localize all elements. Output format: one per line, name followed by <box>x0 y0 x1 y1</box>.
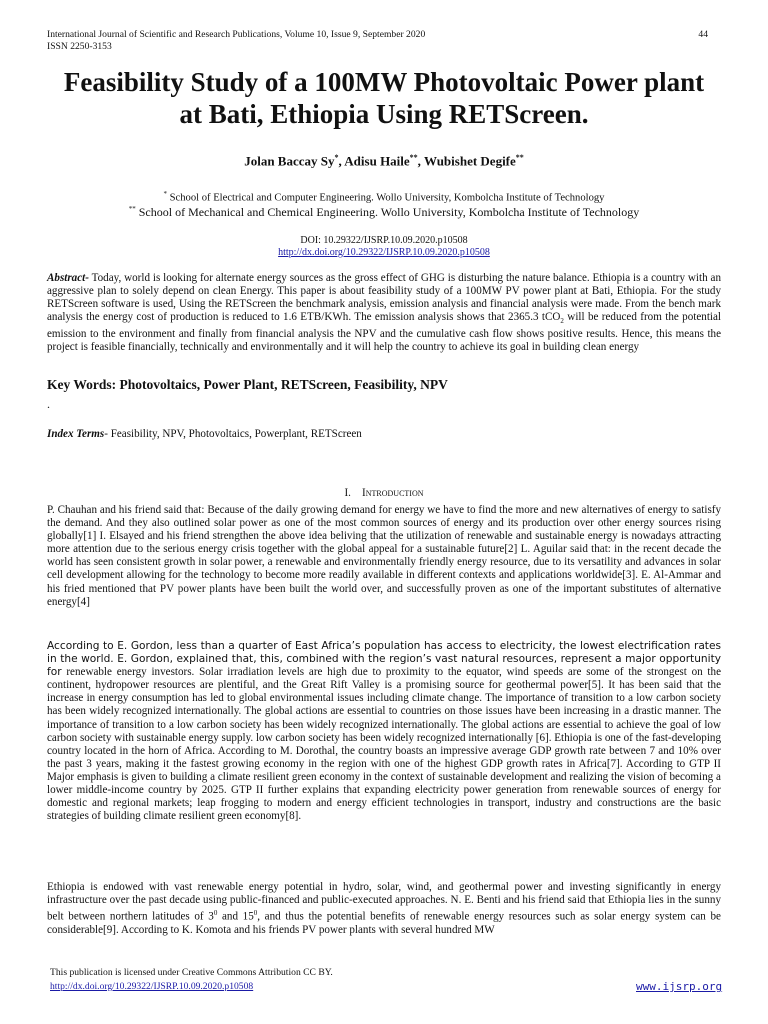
paper-title <box>40 66 728 130</box>
journal-line: International Journal of Scientific and Research Publications, Volume 10, Issue 9, September 2020 <box>47 29 426 40</box>
author-name: Jolan Baccay Sy <box>244 153 335 169</box>
abstract-label: Abstract- <box>47 272 89 284</box>
author-mark: * <box>334 153 339 162</box>
doi-text: DOI: 10.29322/IJSRP.10.09.2020.p10508 <box>300 235 468 246</box>
stray-dot: . <box>47 397 50 411</box>
license-note: This publication is licensed under Creative Commons Attribution CC BY. <box>50 967 333 978</box>
paragraph-2: According to E. Gordon, less than a quarter of East Africa’s population has access to electricity, the lowest electrification rates in the world. E. Gordon, explained that, this, combined with the region’s vast natural resources, represent a major opportunity for renewable energy investors. Solar irradiation levels are high due to proximity to the equator, wind speeds are some of the strongest on the continent, hydropower resources are plentiful, and the Great Rift Valley is a promising source for geothermal power[5]. It has been said that the increase in energy consumption has led to global environmental issues including climate change. The importance of transition to a low carbon society has been widely recognized internationally. The global actions are essential to countries on those issues have been increasing in a drastic manner. The importance of transition to a low carbon society has been widely recognized internationally. The global actions are essential to achieve the goal of low carbon society with sustainable energy supply. low carbon society has been widely recognized internationally [6]. Ethiopia is one of the fast-developing country located in the horn of Africa. According to M. Dorothal, the country boasts an impressive average GDP growth rate between 7 and 10% over the past 3 years, making it the fastest growing economy in the region with one of the highest GDP growth rates in Africa[7]. According to GTP II Major emphasis is given to building a climate resilient green economy in the context of sustainable development and realizing the vision of becoming a lower middle-income country by 2025. GTP II further explains that expanding electricity power generation from renewable sources of energy for domestic and regional markets; leap frogging to modern and energy efficient technologies in transport, industry and constructions are the basic strategies of building climate resilient green economy[8]. <box>47 640 721 823</box>
doi-link[interactable]: http://dx.doi.org/10.29322/IJSRP.10.09.2020.p10508 <box>278 247 490 258</box>
footer-doi-link[interactable]: http://dx.doi.org/10.29322/IJSRP.10.09.2020.p10508 <box>50 981 254 992</box>
abstract: Abstract- Today, world is looking for alternate energy sources as the gross effect of GHG is disturbing the nature balance. Ethiopia is a country with an aggressive plan to solely depend on clean Energy. This paper is about feasibility study of a 100MW PV power plant at Bati, Ethiopia. For the study RETScreen software is used, Using the RETScreen the benchmark analysis, emission analysis and financial analysis were made. From the bench mark analysis the energy cost of production is reduced to 1.6 ETB/KWh. The emission analysis shows that 2365.3 tCO$_2$ will be reduced from the potential emission to the environment and finally from financial analysis the NPV and the cumulative cash flow shows positive results. Hence, this means the project is feasible financially, technically and environmentally and it will help the country to achieve its goal in building clean energy <box>47 272 721 354</box>
author-list: Jolan Baccay Sy*, Adisu Haile**, Wubishet Degife** <box>244 153 524 169</box>
page-number: 44 <box>698 29 708 40</box>
issn: ISSN 2250-3153 <box>47 40 112 52</box>
title-line-2: at Bati, Ethiopia Using RETScreen. <box>179 99 589 129</box>
index-terms: Index Terms- Feasibility, NPV, Photovoltaics, Powerplant, RETScreen <box>47 428 362 440</box>
author-mark: ** <box>409 153 418 162</box>
author-mark: ** <box>515 153 524 162</box>
running-header <box>47 29 425 52</box>
paragraph-1: P. Chauhan and his friend said that: Because of the daily growing demand for energy we have to find the more and new alternatives of energy to satisfy the demand. And they also outlined solar power as one of the most common sources of energy and its production over other energy sources rising globally[1] I. Elsayed and his friend strengthen the above idea beliving that the utilization of renewable and sustainable energy is nowadays attracting more attention due to the serious energy crisis together with the global appeal for a sustainable future[2] L. Aguilar said that: in the recent decade the world has seen consistent growth in solar power, a renewable and environmentally friendly energy resource, due to its versatility and advances in solar cell development allowing for the technology to become more readily available in different contexts and applications worldwide[3]. E. Al-Ammar and his fried mentioned that PV power plants have been built the world over, and successfully proven as one of the important substitutes of alternative energy[4] <box>47 504 721 608</box>
title-line-1: Feasibility Study of a 100MW Photovoltaic Power plant <box>63 67 705 97</box>
doi-block <box>0 235 768 259</box>
author-name: Adisu Haile <box>344 153 410 169</box>
index-terms-label: Index Terms <box>47 428 105 440</box>
keywords: Key Words: Photovoltaics, Power Plant, RETScreen, Feasibility, NPV <box>47 377 448 392</box>
affiliation-1: * School of Electrical and Computer Engineering. Wollo University, Kombolcha Institute of Technology <box>163 190 605 204</box>
paragraph-3: Ethiopia is endowed with vast renewable energy potential in hydro, solar, wind, and geothermal power and investing significantly in energy infrastructure over the past decade using public-financed and public-executed approaches. N. E. Benti and his friend said that Ethiopia lies in the sunny belt between northern latitudes of $3^0$ and $15^0$, and thus the potential benefits of renewable energy resources such as solar energy system can be considerable[9]. According to K. Komota and his friends PV power plants with several hundred MW <box>47 881 721 936</box>
affiliation-2: ** School of Mechanical and Chemical Engineering. Wollo University, Kombolcha Institute of Technology <box>128 205 640 219</box>
author-name: Wubishet Degife <box>423 153 516 169</box>
section-heading: I. Introduction <box>344 487 424 499</box>
journal-site-link[interactable]: www.ijsrp.org <box>636 980 723 993</box>
